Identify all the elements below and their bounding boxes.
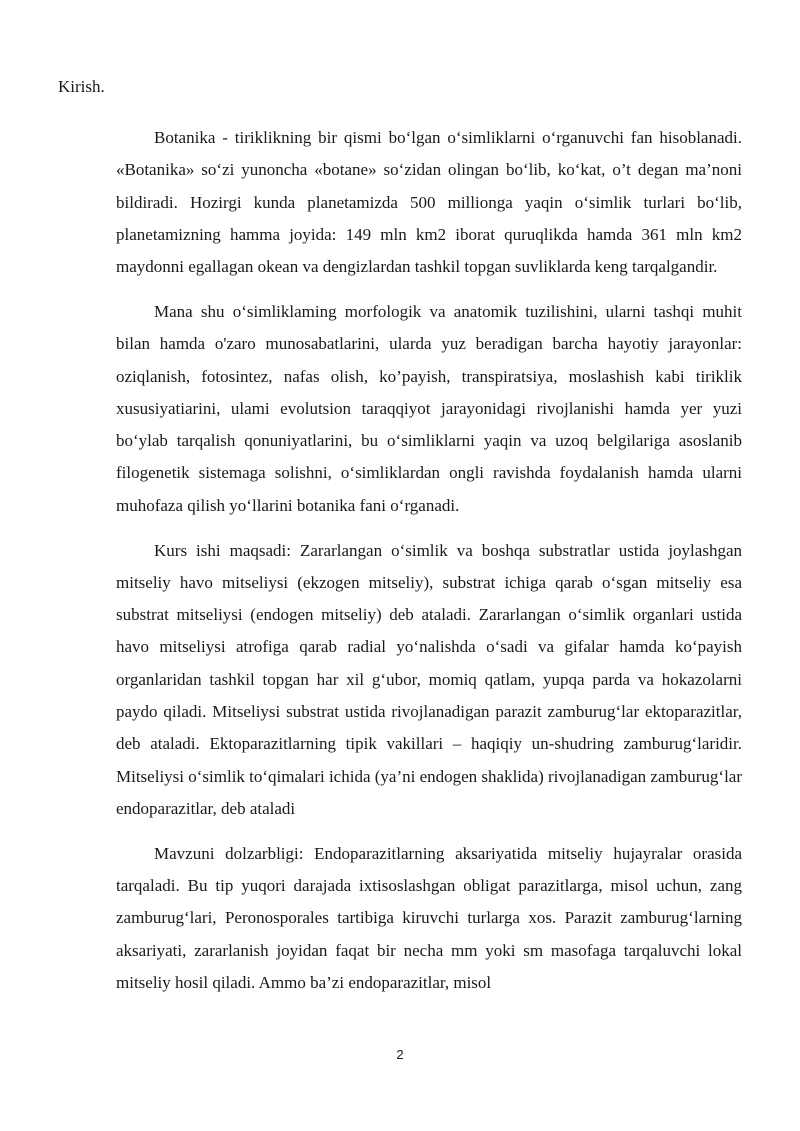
section-heading: Kirish. bbox=[58, 77, 105, 96]
page-number: 2 bbox=[396, 1047, 404, 1062]
body-text bbox=[116, 122, 742, 1012]
paragraph-topic-relevance: Mavzuni dolzarbligi: Endoparazitlarning aksariyatida mitseliy hujayralar orasida tarqaladi. Bu tip yuqori darajada ixtisoslashgan obligat parazitlarga, misol uchun, zang zamburug‘lari, Peronosporales tartibiga kiruvchi turlarga xos. Parazit zamburug‘larning aksariyati, zararlanish joyidan faqat bir necha mm yoki sm masofaga tarqaluvchi lokal mitseliy hosil qiladi. Ammo ba’zi endoparazitlar, misol bbox=[116, 843, 742, 992]
paragraph-course-goal: Kurs ishi maqsadi: Zararlangan o‘simlik va boshqa substratlar ustida joylashgan mitseliy havo mitseliysi (ekzogen mitseliy), substrat ichiga qarab o‘sgan mitseliy esa substrat mitseliysi (endogen mitseliy) deb ataladi. Zararlangan o‘simlik organlari ustida havo mitseliysi atrofiga qarab radial yo‘nalishda o‘sadi va gifalar hamda ko‘payish organlaridan tashkil topgan har xil g‘ubor, momiq qatlam, yupqa parda va hokazolarni paydo qiladi. Mitseliysi substrat ustida rivojlanadigan parazit zamburug‘lar ektoparazitlar, deb ataladi. Ektoparazitlarning tipik vakillari – haqiqiy un-shudring zamburug‘laridir. Mitseliysi o‘simlik to‘qimalari ichida (ya’ni endogen shaklida) rivojlanadigan zamburug‘lar endoparazitlar, deb ataladi bbox=[116, 540, 742, 818]
paragraph-study-scope: Mana shu o‘simliklaming morfologik va anatomik tuzilishini, ularni tashqi muhit bilan hamda o'zaro munosabatlarini, ularda yuz beradigan barcha hayotiy jarayonlar: oziqlanish, fotosintez, nafas olish, ko’payish, transpiratsiya, moslashish kabi tiriklik xususiyatiarini, ulami evolutsion taraqqiyot jarayonidagi rivojlanishi hamda yer yuzi bo‘ylab tarqalish qonuniyatlarini, bu o‘simliklarni yaqin va uzoq belgilariga asoslanib filogenetik sistemaga solishni, o‘simliklardan ongli ravishda foydalanish hamda ularni muhofaza qilish yo‘llarini botanika fani o‘rganadi. bbox=[116, 301, 742, 515]
paragraph-intro: Botanika - tiriklikning bir qismi bo‘lgan o‘simliklarni o‘rganuvchi fan hisoblanadi. «Botanika» so‘zi yunoncha «botane» so‘zidan olingan bo‘lib, ko‘kat, o’t degan ma’noni bildiradi. Hozirgi kunda planetamizda 500 millionga yaqin o‘simlik turlari bo‘lib, planetamizning hamma joyida: 149 mln km2 iborat quruqlikda hamda 361 mln km2 maydonni egallagan okean va dengizlardan tashkil topgan suvliklarda keng tarqalgandir. bbox=[116, 128, 742, 277]
